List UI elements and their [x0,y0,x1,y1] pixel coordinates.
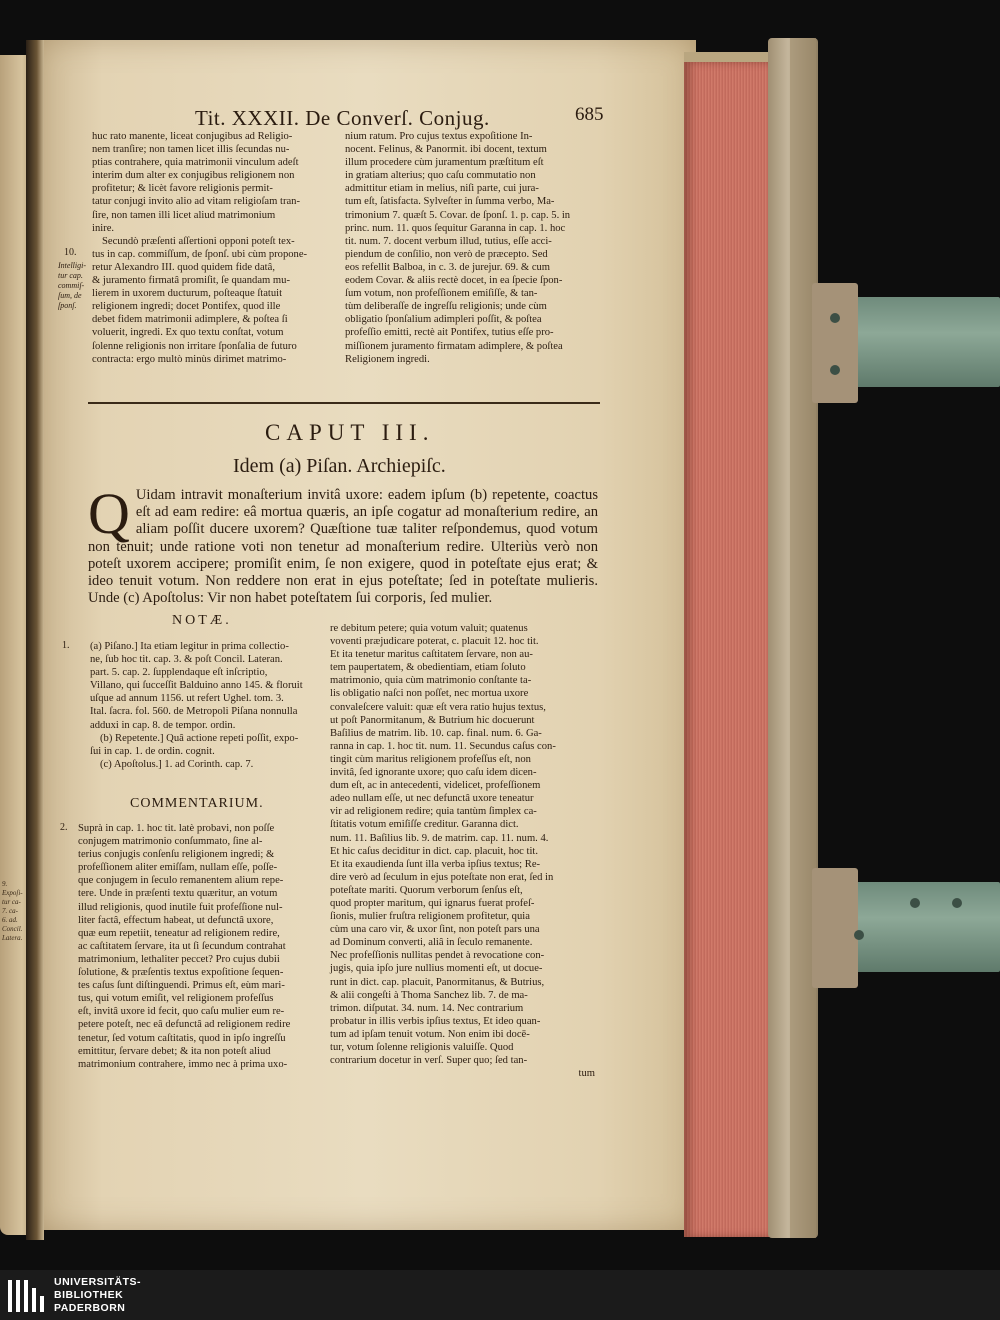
top-right-column [345,130,597,366]
text-line: probatur in illis verbis ipſius textus, Et ideo quan- [330,1015,541,1027]
margin-number-1: 1. [62,640,70,651]
text-line: quæ eum repetiit, teneatur ad religionem redire, [78,927,280,939]
text-line: terius conjugis conſenſu religionem ingredi; & [78,849,275,861]
text-line: voluerit, ingredi. Ex quo textu conſtat, votum [92,327,284,339]
text-line: dire verò ad ſeculum in ejus poteſtate non erat, ſed in [330,871,554,883]
page-number: 685 [575,104,604,125]
library-name-line2: BIBLIOTHEK [54,1289,124,1301]
margin-note-10: Intelligi- tur cap. commiſ- ſum, de ſponſ. [58,261,86,310]
text-line: voventi præjudicare poterat, c. placuit 12. hoc tit. [330,636,539,648]
library-name-line3: PADERBORN [54,1302,126,1314]
text-line: miſſionem juramento firmatam adimplere, & poſtea [345,340,563,352]
text-line: religionem ingredi; docet Pontifex, quod ille [92,301,281,313]
text-line: nium ratum. Pro cujus textus expoſitione In- [345,131,533,142]
text-line: in gratiam alterius; quo caſu commutatio non [345,170,536,182]
margin-number-2: 2. [60,822,68,833]
text-line: & alii congeſti à Thoma Sanchez lib. 7. de ma- [330,989,528,1001]
text-line: illum procedere cùm juramentum præſtitum eſt [345,157,544,169]
text-line: quod propter maritum, qui ignarus fuerat profeſ- [330,897,535,909]
chapter-body: Uidam intravit monaſterium invitâ uxore: eadem ipſum (b) repetente, coactus eſt ad eam redire: eâ mortua quæris, an ipſe cogatur ad monaſterium redire, an aliam poſſit ducere uxorem? Quæſtione tuæ taliter reſpondemus, quod votum non tenuit; unde ratione voti non tenetur ad monaſterium redire. Ulteriùs verò non poteſt uxorem accipere; promiſit enim, ſe non exigere, quod in poteſtate ejus erat; & ideo tenuit votum. Non reddere non erat in ejus poteſtate; ſed in poteſtate mulieris. Unde (c) Apoſtolus: Vir non habet poteſtatem ſui corporis, ſed mulier. [88,487,598,607]
chapter-subtitle: Idem (a) Piſan. Archiepiſc. [233,455,446,477]
text-line: ad Dominum converti, aliâ in ſeculo remanente. [330,937,533,949]
text-line: ſum votum, non profeſſionem emiſiſſe, & tan- [345,288,538,300]
text-line: eſt, invitâ uxore id fecit, quo caſu mulier eum re- [78,1006,285,1018]
note-line: (a) Piſano.] Ita etiam legitur in prima collectio- [90,641,289,652]
text-line: profitetur; & licèt favore religionis permit- [92,183,273,195]
text-line: tingit cùm maritus religionem profeſſus eſt, non [330,753,531,765]
note-line: ne, ſub hoc tit. cap. 3. & poſt Concil. Lateran. [90,654,283,666]
text-line: Et hic caſus deciditur in dict. cap. placuit, hoc tit. [330,845,538,857]
text-line: adeo nullam eſſe, ut nec defunctâ uxore teneatur [330,793,534,805]
page-edges [684,62,776,1237]
text-line: illud religionis, quod inutile fuit profeſſione nul- [78,901,283,913]
text-line: obligatio ſponſalium adimpleri poſſit, & poſtea [345,314,542,326]
text-line: Et ita tenetur maritus caſtitatem ſervare, non au- [330,649,533,661]
text-line: profeſſio emitti, rectè ait Pontifex, tutius eſſe pro- [345,327,554,339]
library-logo-icon [8,1280,48,1312]
text-line: ſolutione, & præſentis textus expoſitione ſequen- [78,967,284,979]
text-line: Suprà in cap. 1. hoc tit. latè probavi, non poſſe [78,823,275,834]
text-line: que conjugem in ſeculo remanentem alium repe- [78,875,284,887]
text-line: tes caſus ſunt diſtinguendi. Primus eſt, eùm mari- [78,980,285,992]
divider-rule [88,402,600,404]
note-line: uſque ad annum 1156. ut refert Ughel. tom. 3. [90,693,284,705]
commentarium-right-column [330,622,595,1080]
note-line: adduxi in cap. 8. de tempor. ordin. [90,719,236,731]
text-line: poteſtate mariti. Quorum verborum ſenſus eſt, [330,884,523,896]
text-line: ptias contrahere, quia matrimonii vinculum adeſt [92,157,299,169]
text-line: matrimonium contrahere, immo nec à prima uxo- [78,1058,288,1070]
commentarium-left-column [78,822,321,1071]
upper-clasp [812,283,1000,403]
text-line: Baſilius de matrim. lib. 10. cap. final. num. 6. Ga- [330,727,542,739]
text-line: tur, votum ſolenne religionis valuiſſe. Quod [330,1042,514,1053]
text-line: tum ad ipſam tenuit votum. Non enim ibi docē- [330,1028,530,1040]
note-line: ſui in cap. 1. de ordin. cognit. [90,745,215,757]
note-line: Ital. ſacra. fol. 560. de Metropoli Piſana nonnulla [90,706,298,718]
text-line: contracta: ergo multò minùs dirimet matrimo- [92,353,287,365]
text-line: runt in dict. cap. placuit, Panormitanus, & Butrius, [330,976,545,988]
text-line: liter factâ, effectum habeat, ut defunctâ uxore, [78,914,274,926]
text-line: inire. [92,222,115,234]
text-line: ut poſt Panormitanum, & Butrium hic docuerunt [330,714,535,726]
left-page-margin-note: 9. Expoſi- tur ca- 7. ca- 6. ad. Concil. Latera. [2,880,23,942]
library-name-line1: UNIVERSITÄTS- [54,1276,142,1288]
text-line: tatur conjugi invito alio ad vitam religioſam tran- [92,196,300,208]
text-line: trimon. diſputat. 34. num. 14. Nec contrarium [330,1002,524,1014]
catchword: tum [578,1068,595,1080]
commentarium-heading: COMMENTARIUM. [130,796,264,811]
text-line: ſtitatis votum emiſiſſe creditur. Garanna dict. [330,819,519,831]
running-title: Tit. XXXII. De Converſ. Conjug. [195,106,490,130]
notae-heading: NOTÆ. [172,613,232,628]
cover-edge [790,38,816,1238]
text-line: conjugem matrimonio conſummato, ſine al- [78,836,263,848]
text-line: matrimonium, lethaliter peccet? Pro cujus dubii [78,953,280,965]
text-line: debet fidem matrimonii adimplere, & poſtea ſi [92,314,288,326]
text-line: cùm una caro vir, & uxor ſint, non poteſt pars una [330,924,540,936]
text-line: tem paupertatem, & obedientiam, etiam ſoluto [330,662,526,674]
text-line: tit. num. 7. docent verbum illud, tutius, eſſe acci- [345,235,552,247]
text-line: num. 11. Baſilius lib. 9. de matrim. cap. 11. num. 4. [330,832,549,844]
text-line: ranna in cap. 1. hoc tit. num. 11. Secundus caſus con- [330,740,556,752]
text-line: ſire, non tamen illi licet aliud matrimonium [92,209,276,221]
chapter-text [88,481,598,607]
text-line: admittitur etiam in melius, niſi parte, cui jura- [345,183,539,195]
note-line: (b) Repetente.] Quâ actione repeti poſſit, expo- [100,732,299,744]
text-line: contrarium docetur in verſ. Super quo; ſed tan- [330,1055,528,1067]
text-line: ac caſtitatem ſervare, ita ut ſi ſecundum contrahat [78,940,286,952]
text-line: convaleſcere valuit: quæ eſt vera ratio hujus textus, [330,701,546,713]
text-line: vir ad religionem redire; quia tantùm ſimplex ca- [330,806,537,818]
text-line: matrimonio, quia cùm matrimonio conſtante ta- [330,675,532,687]
text-line: nem tranſire; non tamen licet illis ſecundas nu- [92,144,290,156]
text-line: retur Alexandro III. quod quidem fide datâ, [92,261,275,273]
text-line: tere. Unde in præſenti textu quæritur, an votum [78,888,278,900]
margin-number-10: 10. [64,247,77,258]
text-line: & juramento firmatâ promiſit, ſe quandam mu- [92,275,290,287]
text-line: lierem in uxorem ducturum, poſteaque ſtatuit [92,288,283,300]
lower-clasp [812,868,1000,988]
notae-column [90,640,322,771]
text-line: nocent. Felinus, & Panormit. ibi docent, textum [345,144,547,156]
text-line: Et ita exaudienda ſunt illa verba ipſius textus; Re- [330,858,541,870]
text-line: princ. num. 11. quos ſequitur Garanna in cap. 1. hoc [345,222,566,234]
note-line: part. 5. cap. 2. ſupplendaque eſt inſcriptio, [90,667,268,679]
text-line: ſolenne religionis non irritare ſponſalia de futuro [92,340,297,352]
text-line: profeſſionem aliter emiſſam, nullam eſſe, poſſe- [78,862,278,874]
text-line: eodem Covar. & aliis rectè docet, in ea ſpecie ſpon- [345,275,563,287]
text-line: dum eſt, ac in antecedenti, videlicet, profeſſionem [330,780,541,792]
text-line: re debitum petere; quia votum valuit; quatenus [330,623,528,634]
text-line: jugis, quia ipſo jure nullius momenti eſt, ut docue- [330,963,543,975]
text-line: ſionis, mulier fruſtra religionem profitetur, quia [330,911,530,923]
library-footer [0,1270,1000,1320]
text-line: invitâ, ſed ignorante uxore; quo caſu idem dicen- [330,767,537,779]
text-line: Secundò præſenti aſſertioni opponi poteſt tex- [102,235,295,247]
text-line: interim dum alter ex conjugibus religionem non [92,170,295,182]
text-line: tus in cap. commiſſum, de ſponſ. ubi cùm propone- [92,248,308,260]
text-line: tùm deliberaſſe de ingreſſu religionis; unde cùm [345,301,547,313]
text-line: tenetur, ſed votum caſtitatis, quod in ipſo ingreſſu [78,1032,286,1044]
text-line: Nec profeſſionis nullitas pendet à revocatione con- [330,950,545,962]
gutter [26,40,44,1240]
note-line: (c) Apoſtolus.] 1. ad Corinth. cap. 7. [100,758,254,770]
text-line: Religionem ingredi. [345,353,430,365]
text-line: eos refellit Balboa, in c. 3. de jurejur. 69. & cum [345,261,551,273]
text-line: petere poteſt, nec eâ defunctâ ad religionem redire [78,1019,291,1031]
chapter-title: CAPUT III. [265,420,435,445]
drop-cap: Q [88,481,130,546]
text-line: emittitur, ſervare debet; & ita non poteſt aliud [78,1045,271,1057]
text-line: tum eſt, ſatisfacta. Sylveſter in ſumma verbo, Ma- [345,196,555,208]
text-line: lis obligatio naſci non poſſet, nec mortua uxore [330,688,529,700]
top-left-column [92,130,340,366]
note-line: Villano, qui ſucceſſit Balduino anno 145. & floruit [90,680,303,692]
text-line: huc rato manente, liceat conjugibus ad Religio- [92,131,293,142]
text-line: tus, qui votum emiſit, vel religionem profeſſus [78,993,274,1005]
text-line: piendum de conſilio, non verò de præcepto. Sed [345,248,548,260]
text-line: trimonium 7. quæſt 5. Covar. de ſponſ. 1. p. cap. 5. in [345,209,571,221]
